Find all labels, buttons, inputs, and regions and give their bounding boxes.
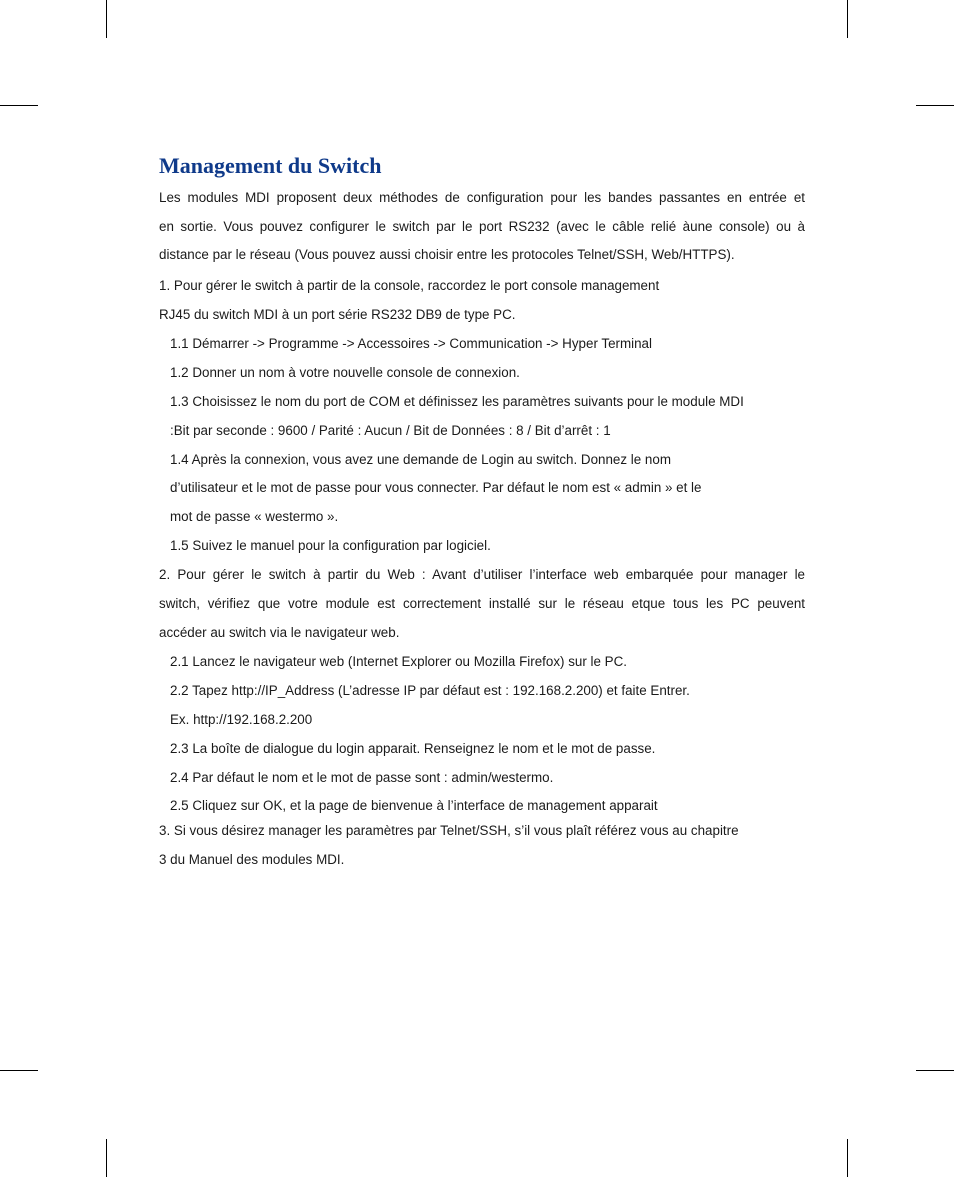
crop-mark-right-bottom bbox=[916, 1070, 954, 1071]
step-1-3: 1.3 Choisissez le nom du port de COM et définissez les paramètres suivants pour le module MDI bbox=[170, 394, 744, 409]
paragraph-line: en sortie. Vous pouvez configurer le switch par le port RS232 (avec le câble relié àune console) ou à bbox=[159, 219, 805, 234]
step-2-5: 2.5 Cliquez sur OK, et la page de bienvenue à l’interface de management apparait bbox=[170, 798, 658, 813]
step-2-line: accéder au switch via le navigateur web. bbox=[159, 625, 400, 640]
crop-mark-left-bottom bbox=[0, 1070, 38, 1071]
crop-mark-left-top bbox=[0, 105, 38, 106]
step-1-4-line: mot de passe « westermo ». bbox=[170, 509, 339, 524]
step-1-3-params: :Bit par seconde : 9600 / Parité : Aucun / Bit de Données : 8 / Bit d’arrêt : 1 bbox=[170, 423, 611, 438]
paragraph-line: distance par le réseau (Vous pouvez aussi choisir entre les protocoles Telnet/SSH, Web/HTTPS). bbox=[159, 247, 735, 262]
crop-mark-bottom-left bbox=[106, 1139, 107, 1177]
document-body bbox=[159, 152, 805, 867]
step-1-4-line: d’utilisateur et le mot de passe pour vous connecter. Par défaut le nom est « admin » et le bbox=[170, 480, 702, 495]
crop-mark-top-right bbox=[847, 0, 848, 38]
step-2-1: 2.1 Lancez le navigateur web (Internet Explorer ou Mozilla Firefox) sur le PC. bbox=[170, 654, 627, 669]
step-3-line: 3. Si vous désirez manager les paramètres par Telnet/SSH, s’il vous plaît référez vous au chapitre bbox=[159, 823, 739, 838]
step-2-2-example: Ex. http://192.168.2.200 bbox=[170, 712, 313, 727]
step-2-2: 2.2 Tapez http://IP_Address (L’adresse IP par défaut est : 192.168.2.200) et faite Entrer. bbox=[170, 683, 690, 698]
step-1-4: 1.4 Après la connexion, vous avez une demande de Login au switch. Donnez le nom bbox=[170, 452, 671, 467]
step-1-2: 1.2 Donner un nom à votre nouvelle console de connexion. bbox=[170, 365, 520, 380]
step-2-line: switch, vérifiez que votre module est correctement installé sur le réseau etque tous les PC peuvent bbox=[159, 596, 805, 611]
step-2-line: 2. Pour gérer le switch à partir du Web : Avant d’utiliser l’interface web embarquée pour manager le bbox=[159, 567, 805, 582]
step-2-3: 2.3 La boîte de dialogue du login apparait. Renseignez le nom et le mot de passe. bbox=[170, 741, 656, 756]
step-1-5: 1.5 Suivez le manuel pour la configuration par logiciel. bbox=[170, 538, 491, 553]
step-1-1: 1.1 Démarrer -> Programme -> Accessoires -> Communication -> Hyper Terminal bbox=[170, 336, 652, 351]
step-1-line: RJ45 du switch MDI à un port série RS232 DB9 de type PC. bbox=[159, 307, 516, 322]
paragraph-line: Les modules MDI proposent deux méthodes de configuration pour les bandes passantes en entrée et bbox=[159, 190, 805, 205]
crop-mark-top-left bbox=[106, 0, 107, 38]
step-1-line: 1. Pour gérer le switch à partir de la console, raccordez le port console management bbox=[159, 278, 660, 293]
page-title: Management du Switch bbox=[159, 153, 382, 178]
step-3-line: 3 du Manuel des modules MDI. bbox=[159, 852, 345, 867]
step-2-4: 2.4 Par défaut le nom et le mot de passe sont : admin/westermo. bbox=[170, 770, 554, 785]
crop-mark-right-top bbox=[916, 105, 954, 106]
crop-mark-bottom-right bbox=[847, 1139, 848, 1177]
